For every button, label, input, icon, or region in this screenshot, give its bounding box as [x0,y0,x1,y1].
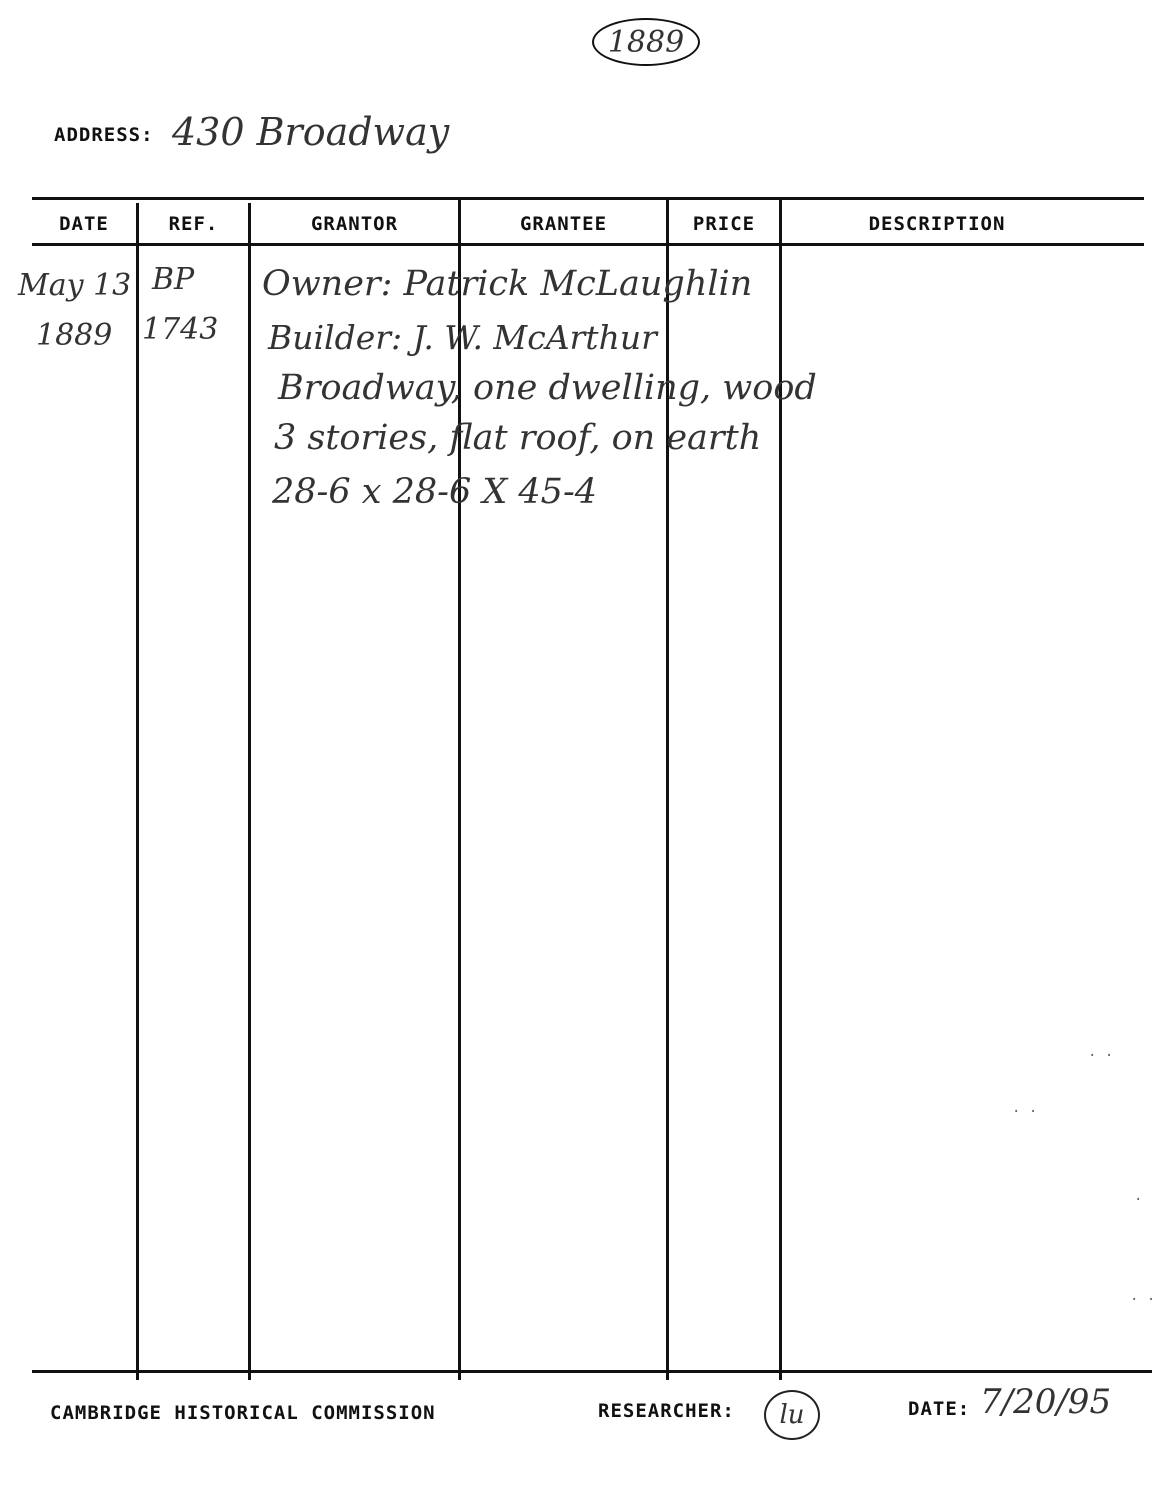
scan-speck: . . [1088,1044,1114,1060]
date-line1: May 13 [18,268,132,303]
address-value: 430 Broadway [172,110,450,154]
header-description: DESCRIPTION [868,213,1006,235]
footer-researcher-label: RESEARCHER: [598,1400,735,1422]
entry-line-stories: 3 stories, flat roof, on earth [274,418,762,458]
scan-speck: . . [1012,1100,1038,1116]
header-grantee: GRANTEE [519,213,608,235]
header-date: DATE [59,213,109,235]
researcher-initials-mark [764,1390,820,1440]
header-grantor: GRANTOR [310,213,399,235]
address-label: ADDRESS: [54,124,154,146]
ref-line2: 1743 [142,312,219,347]
column-divider-ref [248,203,251,1380]
entry-line-dimensions: 28-6 x 28-6 X 45-4 [272,472,598,512]
header-price: PRICE [692,213,756,235]
ref-line1: BP [152,262,195,297]
header-ref: REF. [168,213,219,235]
footer-date-label: DATE: [908,1398,971,1420]
table-bottom-rule [32,1370,1152,1373]
footer-date-value: 7/20/95 [980,1382,1112,1422]
scan-speck: . [1134,1188,1143,1204]
researcher-initials: lu [779,1400,805,1430]
entry-line-builder: Builder: J. W. McArthur [268,318,657,357]
entry-line-owner: Owner: Patrick McLaughlin [262,264,753,304]
scan-speck: . . [1130,1288,1156,1304]
entry-line-location: Broadway, one dwelling, wood [278,368,817,408]
table-top-rule [32,197,1144,200]
table-header-rule [32,243,1144,246]
year-stamp-text: 1889 [607,24,685,60]
footer-commission: CAMBRIDGE HISTORICAL COMMISSION [50,1402,436,1424]
date-line2: 1889 [36,318,113,353]
year-stamp [592,18,700,66]
column-divider-date [136,203,139,1380]
